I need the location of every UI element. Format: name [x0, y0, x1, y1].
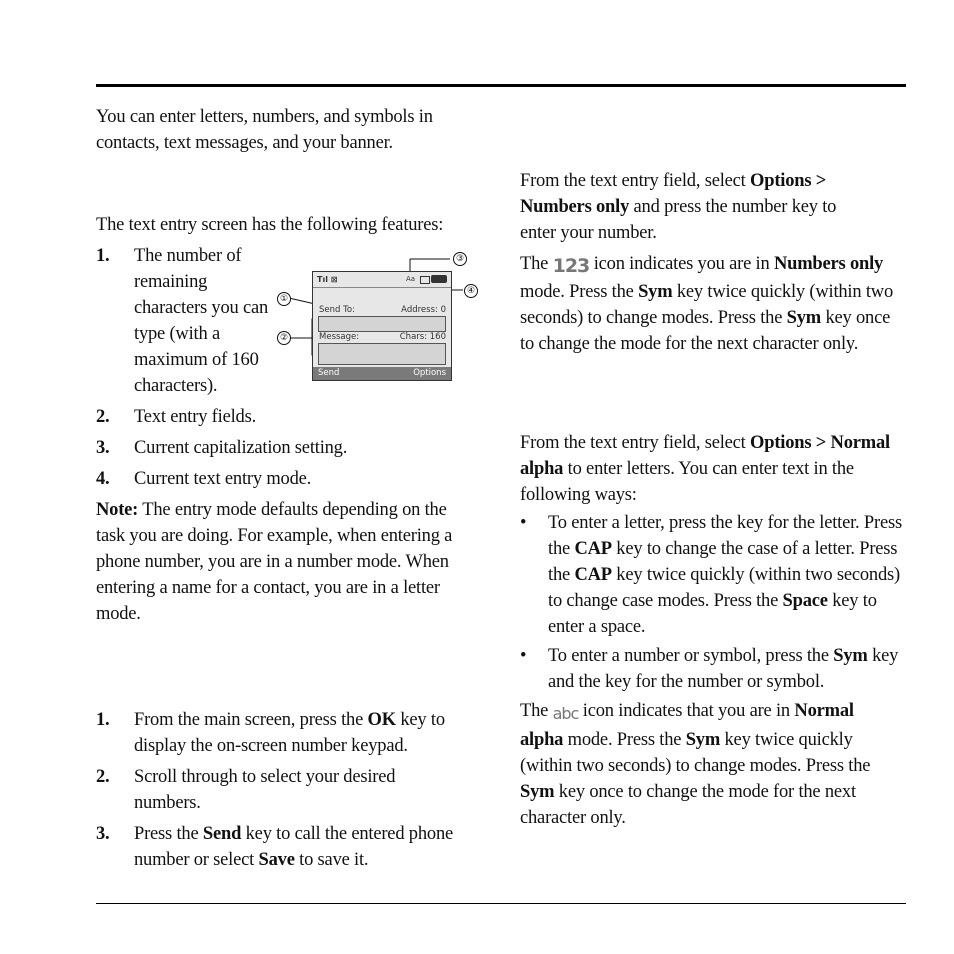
phone-screen-illustration — [312, 271, 452, 381]
sym-key-label: Sym — [786, 308, 822, 328]
body-text: key once to change the mode for the next character only. — [520, 782, 856, 828]
body-text: mode. Press the — [563, 730, 686, 750]
sym-key-label: Sym — [638, 282, 673, 302]
body-text: To enter a number or symbol, press the — [548, 646, 834, 666]
step-item-3 — [96, 821, 481, 873]
feature-text: Text entry fields. — [134, 407, 256, 427]
features-intro: The text entry screen has the following features: — [96, 215, 444, 235]
body-text: To enter a letter, press the key for the letter. Press the — [548, 513, 902, 559]
numbers-mode-icon: 123 — [552, 255, 590, 277]
body-text: key twice quickly (within two seconds) to change modes. Press the — [520, 282, 894, 328]
numbers-paragraph-1 — [520, 168, 865, 246]
body-text: The — [520, 254, 553, 274]
step-number: 2. — [96, 767, 110, 787]
mode-name: Normal alpha — [520, 701, 854, 750]
message-label: Message: — [319, 332, 360, 342]
caps-indicator: Aa — [406, 275, 416, 283]
send-to-field — [318, 316, 446, 332]
step-text: Scroll through to select your desired numbers. — [134, 767, 396, 813]
softkey-bar — [313, 367, 451, 380]
options-softkey: Options — [413, 368, 446, 378]
body-text: From the text entry field, select — [520, 433, 751, 453]
ok-key-label: OK — [367, 710, 396, 730]
alpha-paragraph-1 — [520, 430, 905, 508]
save-label: Save — [258, 850, 295, 870]
sym-key-label: Sym — [685, 730, 721, 750]
body-text: key to enter a space. — [548, 591, 877, 637]
body-text: key twice quickly (within two seconds) to change modes. Press the — [520, 730, 871, 776]
body-text: key to change the case of a letter. Press the — [548, 539, 898, 585]
step-text: key to call the entered phone number or select — [134, 824, 454, 870]
intro-text: You can enter letters, numbers, and symbols in contacts, text messages, and your banner. — [96, 107, 433, 153]
body-text: key and the key for the number or symbol. — [548, 646, 899, 692]
numbers-paragraph-2 — [520, 251, 905, 357]
feature-number: 3. — [96, 438, 110, 458]
step-number: 3. — [96, 824, 110, 844]
feature-text: The number of remaining characters you can type (with a maximum of 160 characters). — [134, 246, 269, 396]
body-text: key twice quickly (within two seconds) to change case modes. Press the — [548, 565, 900, 611]
body-text: icon indicates that you are in — [578, 701, 795, 721]
body-text: From the text entry field, select — [520, 171, 751, 191]
body-text: icon indicates you are in — [589, 254, 774, 274]
alpha-bullet-2 — [520, 643, 905, 695]
feature-text: Current capitalization setting. — [134, 438, 348, 458]
battery-icon — [431, 275, 447, 283]
bullet-marker: • — [520, 513, 527, 533]
status-divider — [313, 287, 451, 288]
callout-2: ② — [277, 331, 291, 345]
step-text: From the main screen, press the — [134, 710, 368, 730]
mode-name: Numbers only — [773, 254, 884, 274]
feature-text: Current text entry mode. — [134, 469, 312, 489]
alpha-mode-icon: abc — [552, 704, 579, 723]
alpha-paragraph-2 — [520, 698, 900, 831]
sym-key-label: Sym — [833, 646, 868, 666]
body-text: key once to change the mode for the next character only. — [520, 308, 891, 354]
body-text: mode. Press the — [520, 282, 639, 302]
callout-3: ③ — [453, 252, 467, 266]
body-text: The — [520, 701, 553, 721]
bullet-marker: • — [520, 646, 527, 666]
sym-key-label: Sym — [520, 782, 555, 802]
cap-key-label: CAP — [574, 539, 612, 559]
alpha-bullet-1 — [520, 510, 905, 640]
step-item-2 — [96, 764, 396, 816]
space-key-label: Space — [782, 591, 828, 611]
step-text: key to display the on-screen number keypad. — [134, 710, 445, 756]
menu-path: Options > Normal alpha — [520, 433, 890, 479]
callout-1: ① — [277, 292, 291, 306]
note-text: The entry mode defaults depending on the task you are doing. For example, when entering a phone number, you are in a number mode. When entering a name for a contact, you are in a letter mode. — [96, 500, 453, 624]
feature-number: 4. — [96, 469, 110, 489]
text-mode-icon — [420, 276, 430, 284]
step-text: Press the — [134, 824, 203, 844]
feature-number: 2. — [96, 407, 110, 427]
signal-icon: Tıl ⊠ — [317, 275, 338, 284]
feature-number: 1. — [96, 246, 110, 266]
cap-key-label: CAP — [574, 565, 612, 585]
body-text: and press the number key to enter your number. — [520, 197, 837, 243]
menu-path: Options > Numbers only — [520, 171, 827, 217]
step-number: 1. — [96, 710, 110, 730]
message-field — [318, 343, 446, 365]
chars-count: Chars: 160 — [399, 332, 446, 342]
note-label: Note: — [96, 500, 139, 520]
send-to-label: Send To: — [319, 305, 355, 315]
callout-4: ④ — [464, 284, 478, 298]
send-softkey: Send — [318, 368, 340, 378]
body-text: to enter letters. You can enter text in the following ways: — [520, 459, 854, 505]
step-text: to save it. — [294, 850, 369, 870]
send-key-label: Send — [202, 824, 242, 844]
step-item-1 — [96, 707, 481, 759]
address-count: Address: 0 — [401, 305, 446, 315]
